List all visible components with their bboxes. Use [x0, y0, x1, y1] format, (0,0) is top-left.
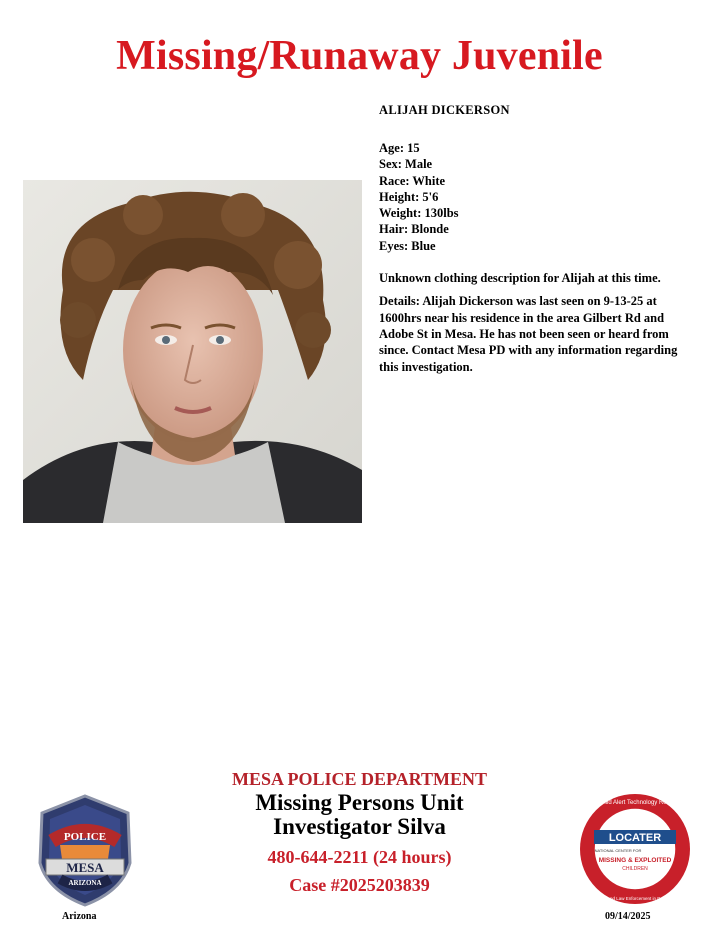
weight-field: Weight: 130lbs: [379, 206, 459, 221]
page-title: Missing/Runaway Juvenile: [116, 33, 603, 79]
case-number: Case #2025203839: [289, 875, 430, 895]
unit-name: Missing Persons Unit: [255, 790, 464, 815]
mesa-police-badge-logo: [30, 793, 140, 908]
subject-info: [379, 103, 699, 375]
incident-details: Details: Alijah Dickerson was last seen on 9-13-25 at 1600hrs near his residence in the area Gilbert Rd and Adobe St in Mesa. He has not been seen or heard from since. Contact Mesa PD with any information regarding this investigation.: [379, 294, 678, 374]
department-name: MESA POLICE DEPARTMENT: [231, 769, 488, 789]
seal-org-small: NATIONAL CENTER FOR: [594, 848, 642, 853]
poster-date: 09/14/2025: [605, 911, 651, 922]
eyes-field: Eyes: Blue: [379, 238, 436, 253]
subject-name: ALIJAH DICKERSON: [379, 103, 510, 117]
sex-field: Sex: Male: [379, 157, 433, 172]
phone-number: 480-644-2211 (24 hours): [267, 847, 452, 867]
clothing-description: Unknown clothing description for Alijah at this time.: [379, 271, 661, 286]
seal-ring-text: Law Child Alert Technology Resource: [585, 800, 685, 806]
hair-field: Hair: Blonde: [379, 222, 449, 237]
badge-top-text: POLICE: [63, 831, 107, 843]
seal-org-sub: CHILDREN: [622, 866, 648, 872]
seal-bottom-ring: NCMEC and Law Enforcement in Partnership: [589, 896, 681, 901]
subject-photo: [23, 180, 362, 523]
investigator-name: Investigator Silva: [273, 814, 446, 839]
race-field: Race: White: [379, 173, 446, 188]
seal-banner: LOCATER: [608, 832, 662, 844]
ncmec-locater-seal: [578, 792, 692, 906]
height-field: Height: 5'6: [379, 189, 439, 204]
badge-bottom-text: ARIZONA: [68, 879, 102, 887]
age-field: Age: 15: [379, 141, 420, 155]
seal-org-line: MISSING & EXPLOITED: [598, 857, 672, 864]
badge-middle-text: MESA: [66, 860, 104, 875]
badge-caption: Arizona: [62, 911, 97, 922]
